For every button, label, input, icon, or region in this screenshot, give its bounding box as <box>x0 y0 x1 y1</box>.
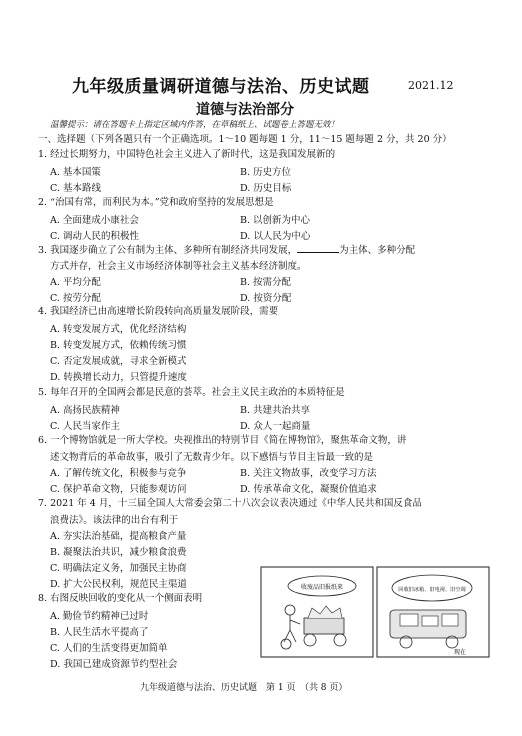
question-7-stem-line2: 浪费法》。该法律的出台有利于 <box>50 515 179 526</box>
question-2-option-b: B. 以创新为中心 <box>240 215 311 226</box>
question-2-stem: 2. “治国有常，而利民为本。”党和政府坚持的发展思想是 <box>38 197 274 208</box>
question-4-option-c: C. 否定发展成就，寻求全新模式 <box>50 356 187 367</box>
question-2-option-c: C. 调动人民的积极性 <box>50 231 139 242</box>
question-8-option-a: A. 勤俭节约精神已过时 <box>50 611 149 622</box>
question-7-option-d: D. 扩大公民权利，规范民主渠道 <box>50 579 187 590</box>
recycling-cartoon <box>260 566 490 658</box>
question-3-stem-line2: 方式并存，社会主义市场经济体制等社会主义基本经济制度。 <box>50 261 307 272</box>
question-7-stem: 7. 2021 年 4 月，十三届全国人大常委会第二十八次会议表决通过《中华人民共和国反食品 <box>38 498 422 509</box>
cartoon-fridge <box>400 614 418 626</box>
question-3-option-c: C. 按劳分配 <box>50 293 101 304</box>
question-5-option-b: B. 共建共治共享 <box>240 405 311 416</box>
question-7-option-a: A. 夯实法治基础，提高粮食产量 <box>50 531 187 542</box>
question-3-stem <box>38 243 415 257</box>
section-heading: 一、选择题（下列各题只有一个正确选项。1～10 题每题 1 分，11～15 题每题 2 分，共 20 分） <box>38 134 452 145</box>
cartoon-right-caption: 现在 <box>453 649 467 656</box>
exam-title: 九年级质量调研道德与法治、历史试题 <box>72 77 370 97</box>
question-1-stem: 1. 经过长期努力，中国特色社会主义进入了新时代，这是我国发展新的 <box>38 149 336 160</box>
question-6-option-c: C. 保护革命文物，只能参观访问 <box>50 484 187 495</box>
question-3-option-b: B. 按需分配 <box>240 277 292 288</box>
question-5-option-c: C. 人民当家作主 <box>50 421 120 432</box>
question-6-stem: 6. 一个博物馆就是一所大学校。央视推出的特别节目《简在博物馆》，聚焦革命文物，讲 <box>38 435 407 446</box>
question-2-option-a: A. 全面建成小康社会 <box>50 215 139 226</box>
question-7-option-b: B. 凝聚法治共识，减少粮食浪费 <box>50 547 187 558</box>
question-6-option-d: D. 传承革命文化，凝聚价值追求 <box>240 484 377 495</box>
cartoon-cart <box>304 618 344 634</box>
question-4-option-d: D. 转换增长动力，只管提升速度 <box>50 372 187 383</box>
question-5-option-d: D. 众人一起商量 <box>240 421 311 432</box>
question-6-stem-line2: 述文物背后的革命故事，吸引了无数青少年。以下感悟与节目主旨最一致的是 <box>50 452 374 463</box>
cartoon-tv <box>422 616 438 626</box>
question-2-option-d: D. 以人民为中心 <box>240 231 311 242</box>
question-5-option-a: A. 高扬民族精神 <box>50 405 120 416</box>
question-4-stem: 4. 我国经济已由高速增长阶段转向高质量发展阶段，需要 <box>38 306 279 317</box>
question-3-stem-tail: 为主体、多种分配 <box>339 245 416 256</box>
question-8-stem: 8. 右图反映回收的变化从一个侧面表明 <box>38 593 203 604</box>
page-footer: 九年级道德与法治、历史试题 第 1 页 （共 8 页） <box>140 683 348 693</box>
question-3-option-d: D. 按资分配 <box>240 293 292 304</box>
cartoon-right-bubble-text: 回收旧冰箱、旧电视、旧空调 <box>398 587 466 593</box>
exam-date: 2021.12 <box>408 79 454 92</box>
question-3-stem-head: 3. 我国逐步确立了公有制为主体、多种所有制经济共同发展， <box>38 245 298 256</box>
question-8-option-c: C. 人们的生活变得更加简单 <box>50 643 168 654</box>
question-1-option-c: C. 基本路线 <box>50 183 101 194</box>
question-8-option-d: D. 我国已建成资源节约型社会 <box>50 659 178 670</box>
question-1-option-d: D. 历史目标 <box>240 183 292 194</box>
question-8-option-b: B. 人民生活水平提高了 <box>50 627 149 638</box>
answer-blank <box>297 243 339 253</box>
question-5-stem: 5. 每年召开的全国两会都是民意的荟萃。社会主义民主政治的本质特征是 <box>38 387 345 398</box>
question-1-option-a: A. 基本国策 <box>50 167 101 178</box>
exam-subtitle: 道德与法治部分 <box>196 102 294 118</box>
cartoon-air-conditioner <box>442 614 458 626</box>
question-6-option-b: B. 关注文物故事，改变学习方法 <box>240 468 377 479</box>
question-4-option-a: A. 转变发展方式，优化经济结构 <box>50 324 187 335</box>
question-4-option-b: B. 转变发展方式，依赖传统习惯 <box>50 340 187 351</box>
question-1-option-b: B. 历史方位 <box>240 167 292 178</box>
question-7-option-c: C. 明确法定义务，加强民主协商 <box>50 563 187 574</box>
cartoon-left-bubble-text: 收废品旧报纸来 <box>300 584 344 591</box>
exam-tip: 温馨提示：请在答题卡上指定区域内作答，在草稿纸上、试题卷上答题无效！ <box>50 120 340 130</box>
question-3-option-a: A. 平均分配 <box>50 277 101 288</box>
question-6-option-a: A. 了解传统文化，积极参与竞争 <box>50 468 187 479</box>
